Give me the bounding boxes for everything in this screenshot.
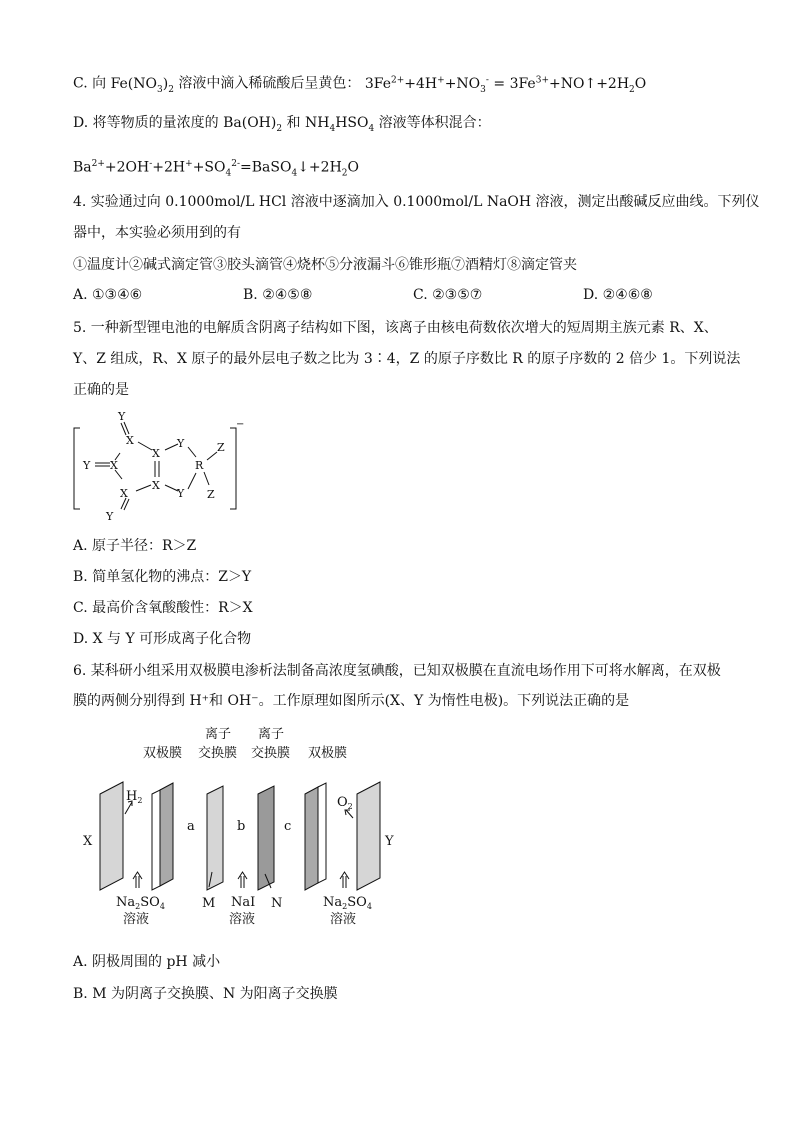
label-ion-right-2: 交换膜 [251, 746, 291, 761]
label-na2so4-left: $Na_2SO_4$ [116, 895, 165, 911]
formula-fe-no3-2: $Fe(NO_3)_2$ [110, 75, 174, 95]
label-membrane-n: N [271, 896, 283, 911]
label-solution-right: 溶液 [330, 912, 357, 927]
atom-x-ring-upper: X [152, 447, 160, 460]
option-label: D. 将等物质的量浓度的 [73, 115, 219, 131]
atom-x-ring-lower: X [152, 479, 160, 492]
label-electrode-x: X [83, 834, 93, 849]
conjunction: 和 [286, 115, 301, 131]
atom-y-ring-upper: Y [177, 437, 185, 450]
q4-stem-line2: 器中，本实验必须用到的有 [73, 225, 241, 241]
q6-option-a[interactable]: A. 阴极周围的 pH 减小 [73, 954, 221, 970]
q3-option-c [73, 70, 646, 99]
q4-option-a[interactable]: A. ①③④⑥ [73, 287, 143, 303]
atom-x-bottom: X [120, 487, 128, 500]
option-text: 溶液中滴入稀硫酸后呈黄色： [178, 75, 361, 92]
label-ion-right-1: 离子 [258, 727, 285, 742]
q4-options [73, 285, 753, 305]
atom-z-upper: Z [217, 441, 225, 454]
label-solution-middle: 溶液 [229, 912, 256, 927]
q5-stem-line2: Y、Z 组成，R、X 原子的最外层电子数之比为 3∶4，Z 的原子序数比 R 的原子序数的 2 倍少 1。下列说法 [73, 351, 741, 367]
label-na2so4-right: $Na_2SO_4$ [323, 895, 372, 911]
atom-z-lower: Z [207, 488, 215, 501]
q5-option-a[interactable]: A. 原子半径：R＞Z [73, 538, 197, 554]
label-membrane-m: M [202, 896, 216, 911]
q5-option-c[interactable]: C. 最高价含氧酸酸性：R＞X [73, 600, 253, 616]
formula-nh4hso4: $NH_4HSO_4$ [304, 115, 375, 134]
label-electrode-y: Y [385, 834, 394, 849]
option-text: 溶液等体积混合： [378, 115, 491, 131]
q4-option-b[interactable]: B. ②④⑤⑧ [243, 287, 313, 303]
atom-x-left: X [110, 459, 118, 472]
option-label: C. 向 [73, 75, 107, 92]
label-ion-left-1: 离子 [205, 727, 232, 742]
q5-stem-line3: 正确的是 [73, 382, 129, 398]
q6-stem-line2: 膜的两侧分别得到 H⁺和 OH⁻。工作原理如图所示(X、Y 为惰性电极)。下列说法正确的是 [73, 693, 630, 709]
label-ion-left-2: 交换膜 [198, 746, 238, 761]
q5-stem-line1: 5. 一种新型锂电池的电解质含阴离子结构如下图，该离子由核电荷数依次增大的短周期主族元素 R、X、 [73, 320, 718, 336]
q4-option-d[interactable]: D. ②④⑥⑧ [583, 287, 653, 303]
equation-d: $Ba^{2+}+2OH^-+2H^++SO_4^{2-}=BaSO_4↓+2H_2O$ [73, 159, 359, 179]
label-o2: $O_2$ [337, 795, 353, 811]
label-chamber-b: b [237, 819, 246, 834]
electrodialysis-diagram [75, 722, 415, 932]
q4-items: ①温度计②碱式滴定管③胶头滴管④烧杯⑤分液漏斗⑥锥形瓶⑦酒精灯⑧滴定管夹 [73, 257, 577, 273]
atom-y-ring-lower: Y [177, 487, 185, 500]
label-bipolar-left: 双极膜 [143, 746, 183, 761]
q4-option-c[interactable]: C. ②③⑤⑦ [413, 287, 483, 303]
q4-stem-line1: 4. 实验通过向 0.1000mol/L HCl 溶液中逐滴加入 0.1000mol/L NaOH 溶液，测定出酸碱反应曲线。下列仪 [73, 194, 760, 210]
formula-ba-oh-2: $Ba(OH)_2$ [223, 115, 283, 134]
atom-x-top: X [126, 434, 134, 447]
label-bipolar-right: 双极膜 [308, 746, 348, 761]
atom-r: R [195, 459, 204, 472]
q5-option-b[interactable]: B. 简单氢化物的沸点：Z＞Y [73, 569, 252, 585]
q5-option-d[interactable]: D. X 与 Y 可形成离子化合物 [73, 631, 252, 647]
label-h2: $H_2$ [126, 789, 143, 805]
label-chamber-a: a [187, 819, 195, 834]
atom-y-bottom: Y [106, 510, 114, 523]
q6-stem-line1: 6. 某科研小组采用双极膜电渗析法制备高浓度氢碘酸，已知双极膜在直流电场作用下可将水解离，在双极 [73, 663, 721, 679]
atom-y-left: Y [83, 459, 91, 472]
equation-c: $3Fe^{2+}+4H^++NO_3^-$ = $3Fe^{3+}+NO↑+2H_2O$ [364, 75, 647, 95]
charge-sign: − [236, 419, 245, 430]
label-chamber-c: c [284, 819, 292, 834]
label-nai: NaI [231, 895, 256, 910]
atom-y-top: Y [118, 410, 126, 423]
q3-option-d [73, 113, 491, 139]
label-solution-left: 溶液 [123, 912, 150, 927]
anion-structure-diagram [70, 405, 260, 525]
q6-option-b[interactable]: B. M 为阴离子交换膜、N 为阳离子交换膜 [73, 986, 338, 1002]
